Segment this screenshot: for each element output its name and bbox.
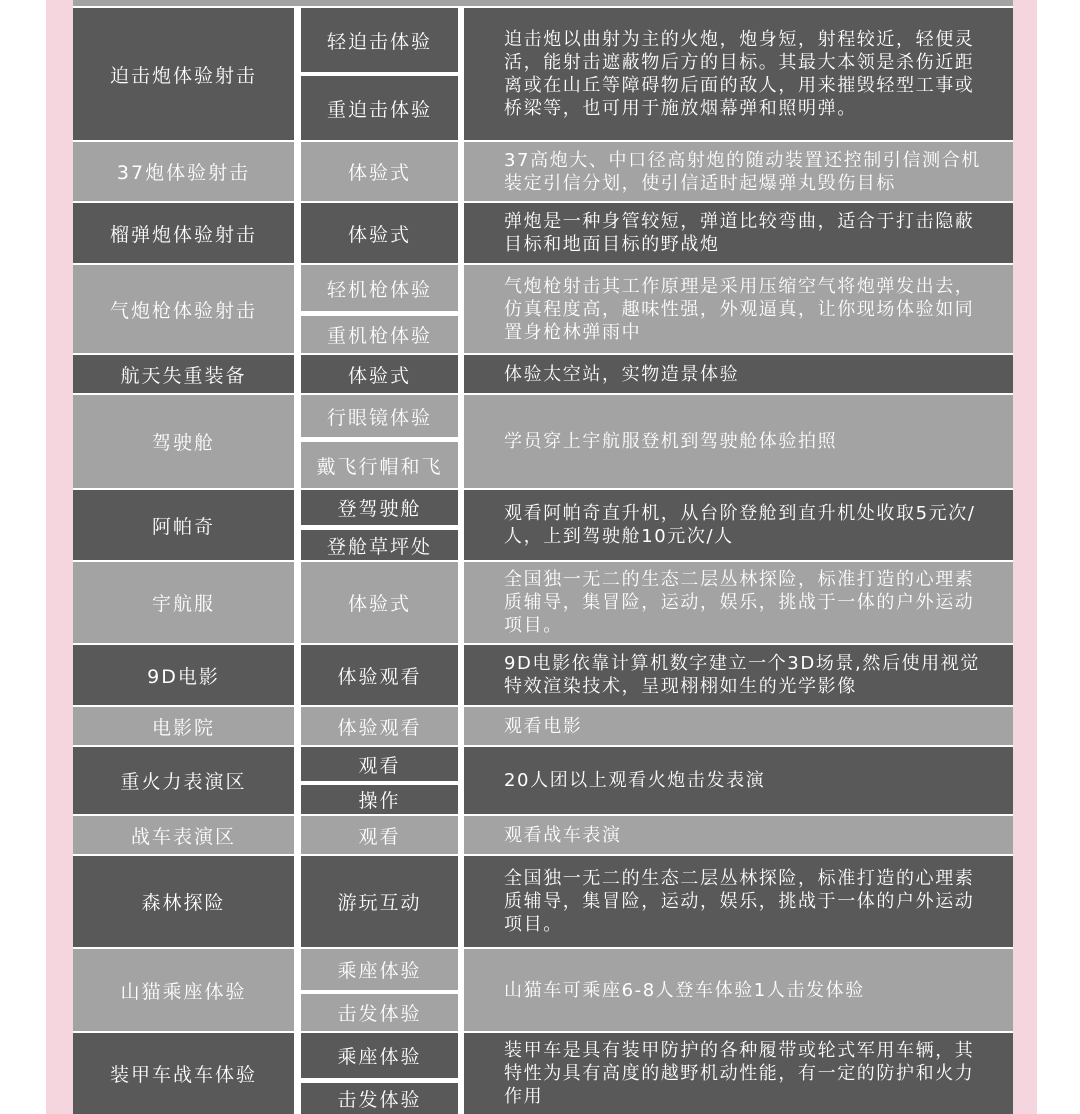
item-description-text: 山猫车可乘座6-8人登车体验1人击发体验	[504, 979, 865, 1001]
top-strip	[73, 0, 1013, 6]
item-description-text: 装甲车是具有装甲防护的各种履带或轮式军用车辆，其特性为具有高度的越野机动性能，有一定的防护和火力作用	[504, 1040, 975, 1107]
item-name: 迫击炮体验射击	[73, 8, 294, 140]
item-mode: 乘座体验	[301, 1033, 458, 1078]
item-description-text: 体验太空站，实物造景体验	[504, 363, 740, 385]
item-description	[464, 949, 1013, 1031]
item-description	[464, 142, 1013, 201]
item-description	[464, 490, 1013, 560]
item-mode: 轻机枪体验	[301, 265, 458, 311]
item-mode: 观看	[301, 816, 458, 854]
item-description-text: 观看阿帕奇直升机，从台阶登舱到直升机处收取5元次/人，上到驾驶舱10元次/人	[504, 503, 976, 547]
item-mode: 体验式	[301, 203, 458, 263]
item-mode: 观看	[301, 747, 458, 781]
item-description-text: 学员穿上宇航服登机到驾驶舱体验拍照	[504, 431, 838, 452]
item-description	[464, 747, 1013, 814]
item-description-text: 观看战车表演	[504, 824, 622, 846]
item-mode: 体验式	[301, 355, 458, 393]
item-mode: 体验观看	[301, 707, 458, 745]
item-mode: 轻迫击体验	[301, 8, 458, 72]
item-description-text: 气炮枪射击其工作原理是采用压缩空气将炮弹发出去，仿真程度高，趣味性强，外观逼真，让你现场体验如同置身枪林弹雨中	[504, 275, 975, 343]
item-description-text: 9D电影依靠计算机数字建立一个3D场景,然后使用视觉特效渲染技术，呈现栩栩如生的光学影像	[504, 653, 980, 697]
item-name: 战车表演区	[73, 816, 294, 854]
item-mode: 击发体验	[301, 1083, 458, 1114]
item-description	[464, 203, 1013, 263]
item-mode: 行眼镜体验	[301, 395, 458, 437]
item-name: 榴弹炮体验射击	[73, 203, 294, 263]
item-name: 气炮枪体验射击	[73, 265, 294, 353]
item-description	[464, 707, 1013, 745]
item-name: 宇航服	[73, 562, 294, 643]
item-description	[464, 395, 1013, 488]
item-mode: 乘座体验	[301, 949, 458, 990]
item-name: 重火力表演区	[73, 747, 294, 814]
item-mode: 游玩互动	[301, 856, 458, 947]
item-name: 装甲车战车体验	[73, 1033, 294, 1114]
item-mode: 重机枪体验	[301, 316, 458, 353]
item-mode: 重迫击体验	[301, 76, 458, 140]
item-mode: 登舱草坪处	[301, 530, 458, 560]
item-name: 9D电影	[73, 645, 294, 705]
item-mode: 体验式	[301, 562, 458, 643]
item-name: 阿帕奇	[73, 490, 294, 560]
item-description-text: 迫击炮以曲射为主的火炮，炮身短，射程较近，轻便灵活，能射击遮蔽物后方的目标。其最大本领是杀伤近距离或在山丘等障碍物后面的敌人，用来摧毁轻型工事或桥梁等，也可用于施放烟幕弹和照明弹。	[504, 29, 975, 119]
item-mode: 登驾驶舱	[301, 490, 458, 525]
item-description-text: 观看电影	[504, 715, 583, 737]
item-name: 电影院	[73, 707, 294, 745]
item-mode: 操作	[301, 785, 458, 814]
item-name: 山猫乘座体验	[73, 949, 294, 1031]
item-description	[464, 562, 1013, 643]
item-description	[464, 265, 1013, 353]
item-description-text: 弹炮是一种身管较短，弹道比较弯曲，适合于打击隐蔽目标和地面目标的野战炮	[504, 211, 975, 255]
item-name: 驾驶舱	[73, 395, 294, 488]
item-description	[464, 8, 1013, 140]
item-description-text: 全国独一无二的生态二层丛林探险，标准打造的心理素质辅导，集冒险，运动，娱乐，挑战于一体的户外运动项目。	[504, 569, 975, 636]
item-name: 森林探险	[73, 856, 294, 947]
item-mode: 戴飞行帽和飞	[301, 442, 458, 488]
item-mode: 体验观看	[301, 645, 458, 705]
item-description	[464, 645, 1013, 705]
item-name: 航天失重装备	[73, 355, 294, 393]
item-description	[464, 856, 1013, 947]
experience-table	[73, 0, 1013, 1114]
item-description-text: 全国独一无二的生态二层丛林探险，标准打造的心理素质辅导，集冒险，运动，娱乐，挑战于一体的户外运动项目。	[504, 868, 975, 935]
item-description	[464, 1033, 1013, 1114]
item-mode: 击发体验	[301, 994, 458, 1031]
item-name: 37炮体验射击	[73, 142, 294, 201]
item-description-text: 20人团以上观看火炮击发表演	[504, 770, 766, 791]
item-description	[464, 355, 1013, 393]
item-description	[464, 816, 1013, 854]
item-description-text: 37高炮大、中口径高射炮的随动装置还控制引信测合机装定引信分划，使引信适时起爆弹丸毁伤目标	[504, 149, 981, 194]
item-mode: 体验式	[301, 142, 458, 201]
